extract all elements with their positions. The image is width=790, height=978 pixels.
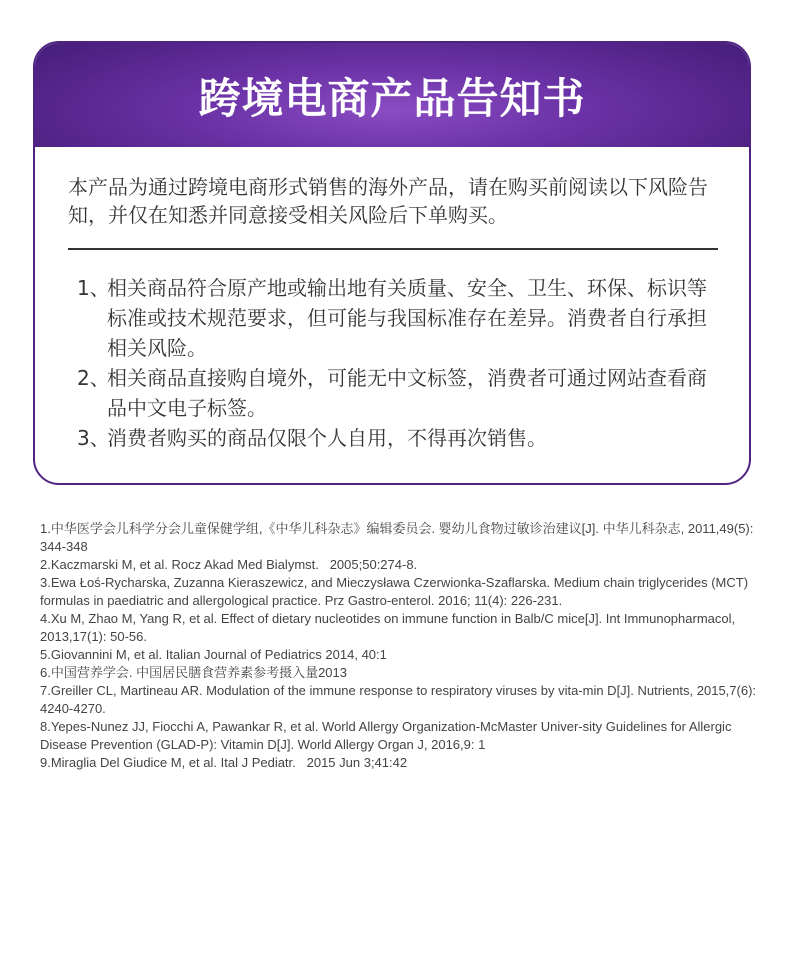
term-number: 1、 (77, 276, 110, 300)
card-header (35, 43, 749, 147)
term-item (77, 273, 717, 363)
reference-item: 3.Ewa Łoś-Rycharska, Zuzanna Kieraszewicz, and Mieczysława Czerwionka-Szaflarska. Medium chain triglycerides (MCT) formulas in paediatric and allergological practice. Prz Gastro-enterol. 2016; 11(4): 226-231. (40, 575, 752, 608)
reference-item: 9.Miraglia Del Giudice M, et al. Ital J Pediatr. 2015 Jun 3;41:42 (40, 755, 408, 770)
references (40, 520, 758, 772)
term-item (77, 423, 717, 453)
reference-item: 2.Kaczmarski M, et al. Rocz Akad Med Bialymst. 2005;50:274-8. (40, 557, 418, 572)
term-number: 2、 (77, 366, 110, 390)
reference-item: 4.Xu M, Zhao M, Yang R, et al. Effect of dietary nucleotides on immune function in Balb/C mice[J]. Int Immunopharmacol, 2013,17(1): 50-56. (40, 611, 739, 644)
term-text: 相关商品符合原产地或输出地有关质量、安全、卫生、环保、标识等标准或技术规范要求，但可能与我国标准存在差异。消费者自行承担相关风险。 (107, 276, 707, 360)
term-text: 消费者购买的商品仅限个人自用，不得再次销售。 (107, 426, 547, 450)
notice-card (33, 41, 751, 485)
card-title: 跨境电商产品告知书 (198, 74, 586, 123)
term-text: 相关商品直接购自境外，可能无中文标签，消费者可通过网站查看商品中文电子标签。 (107, 366, 707, 420)
term-item (77, 363, 717, 423)
term-number: 3、 (77, 426, 110, 450)
reference-item: 7.Greiller CL, Martineau AR. Modulation of the immune response to respiratory viruses by vita-min D[J]. Nutrients, 2015,7(6): 4240-4270. (40, 683, 760, 716)
reference-item: 5.Giovannini M, et al. Italian Journal of Pediatrics 2014, 40:1 (40, 647, 387, 662)
reference-item: 6.中国营养学会. 中国居民膳食营养素参考摄入量2013 (40, 665, 347, 680)
reference-item: 1.中华医学会儿科学分会儿童保健学组,《中华儿科杂志》编辑委员会. 婴幼儿食物过敏诊治建议[J]. 中华儿科杂志, 2011,49(5): 344-348 (40, 521, 758, 554)
intro-text: 本产品为通过跨境电商形式销售的海外产品，请在购买前阅读以下风险告知，并仅在知悉并同意接受相关风险后下单购买。 (68, 175, 708, 227)
divider (68, 248, 718, 250)
reference-item: 8.Yepes-Nunez JJ, Fiocchi A, Pawankar R, et al. World Allergy Organization-McMaster Univer-sity Guidelines for Allergic Disease Prevention (GLAD-P): Vitamin D[J]. World Allergy Organ J, 2016,9: 1 (40, 719, 736, 752)
terms-list (77, 273, 717, 453)
